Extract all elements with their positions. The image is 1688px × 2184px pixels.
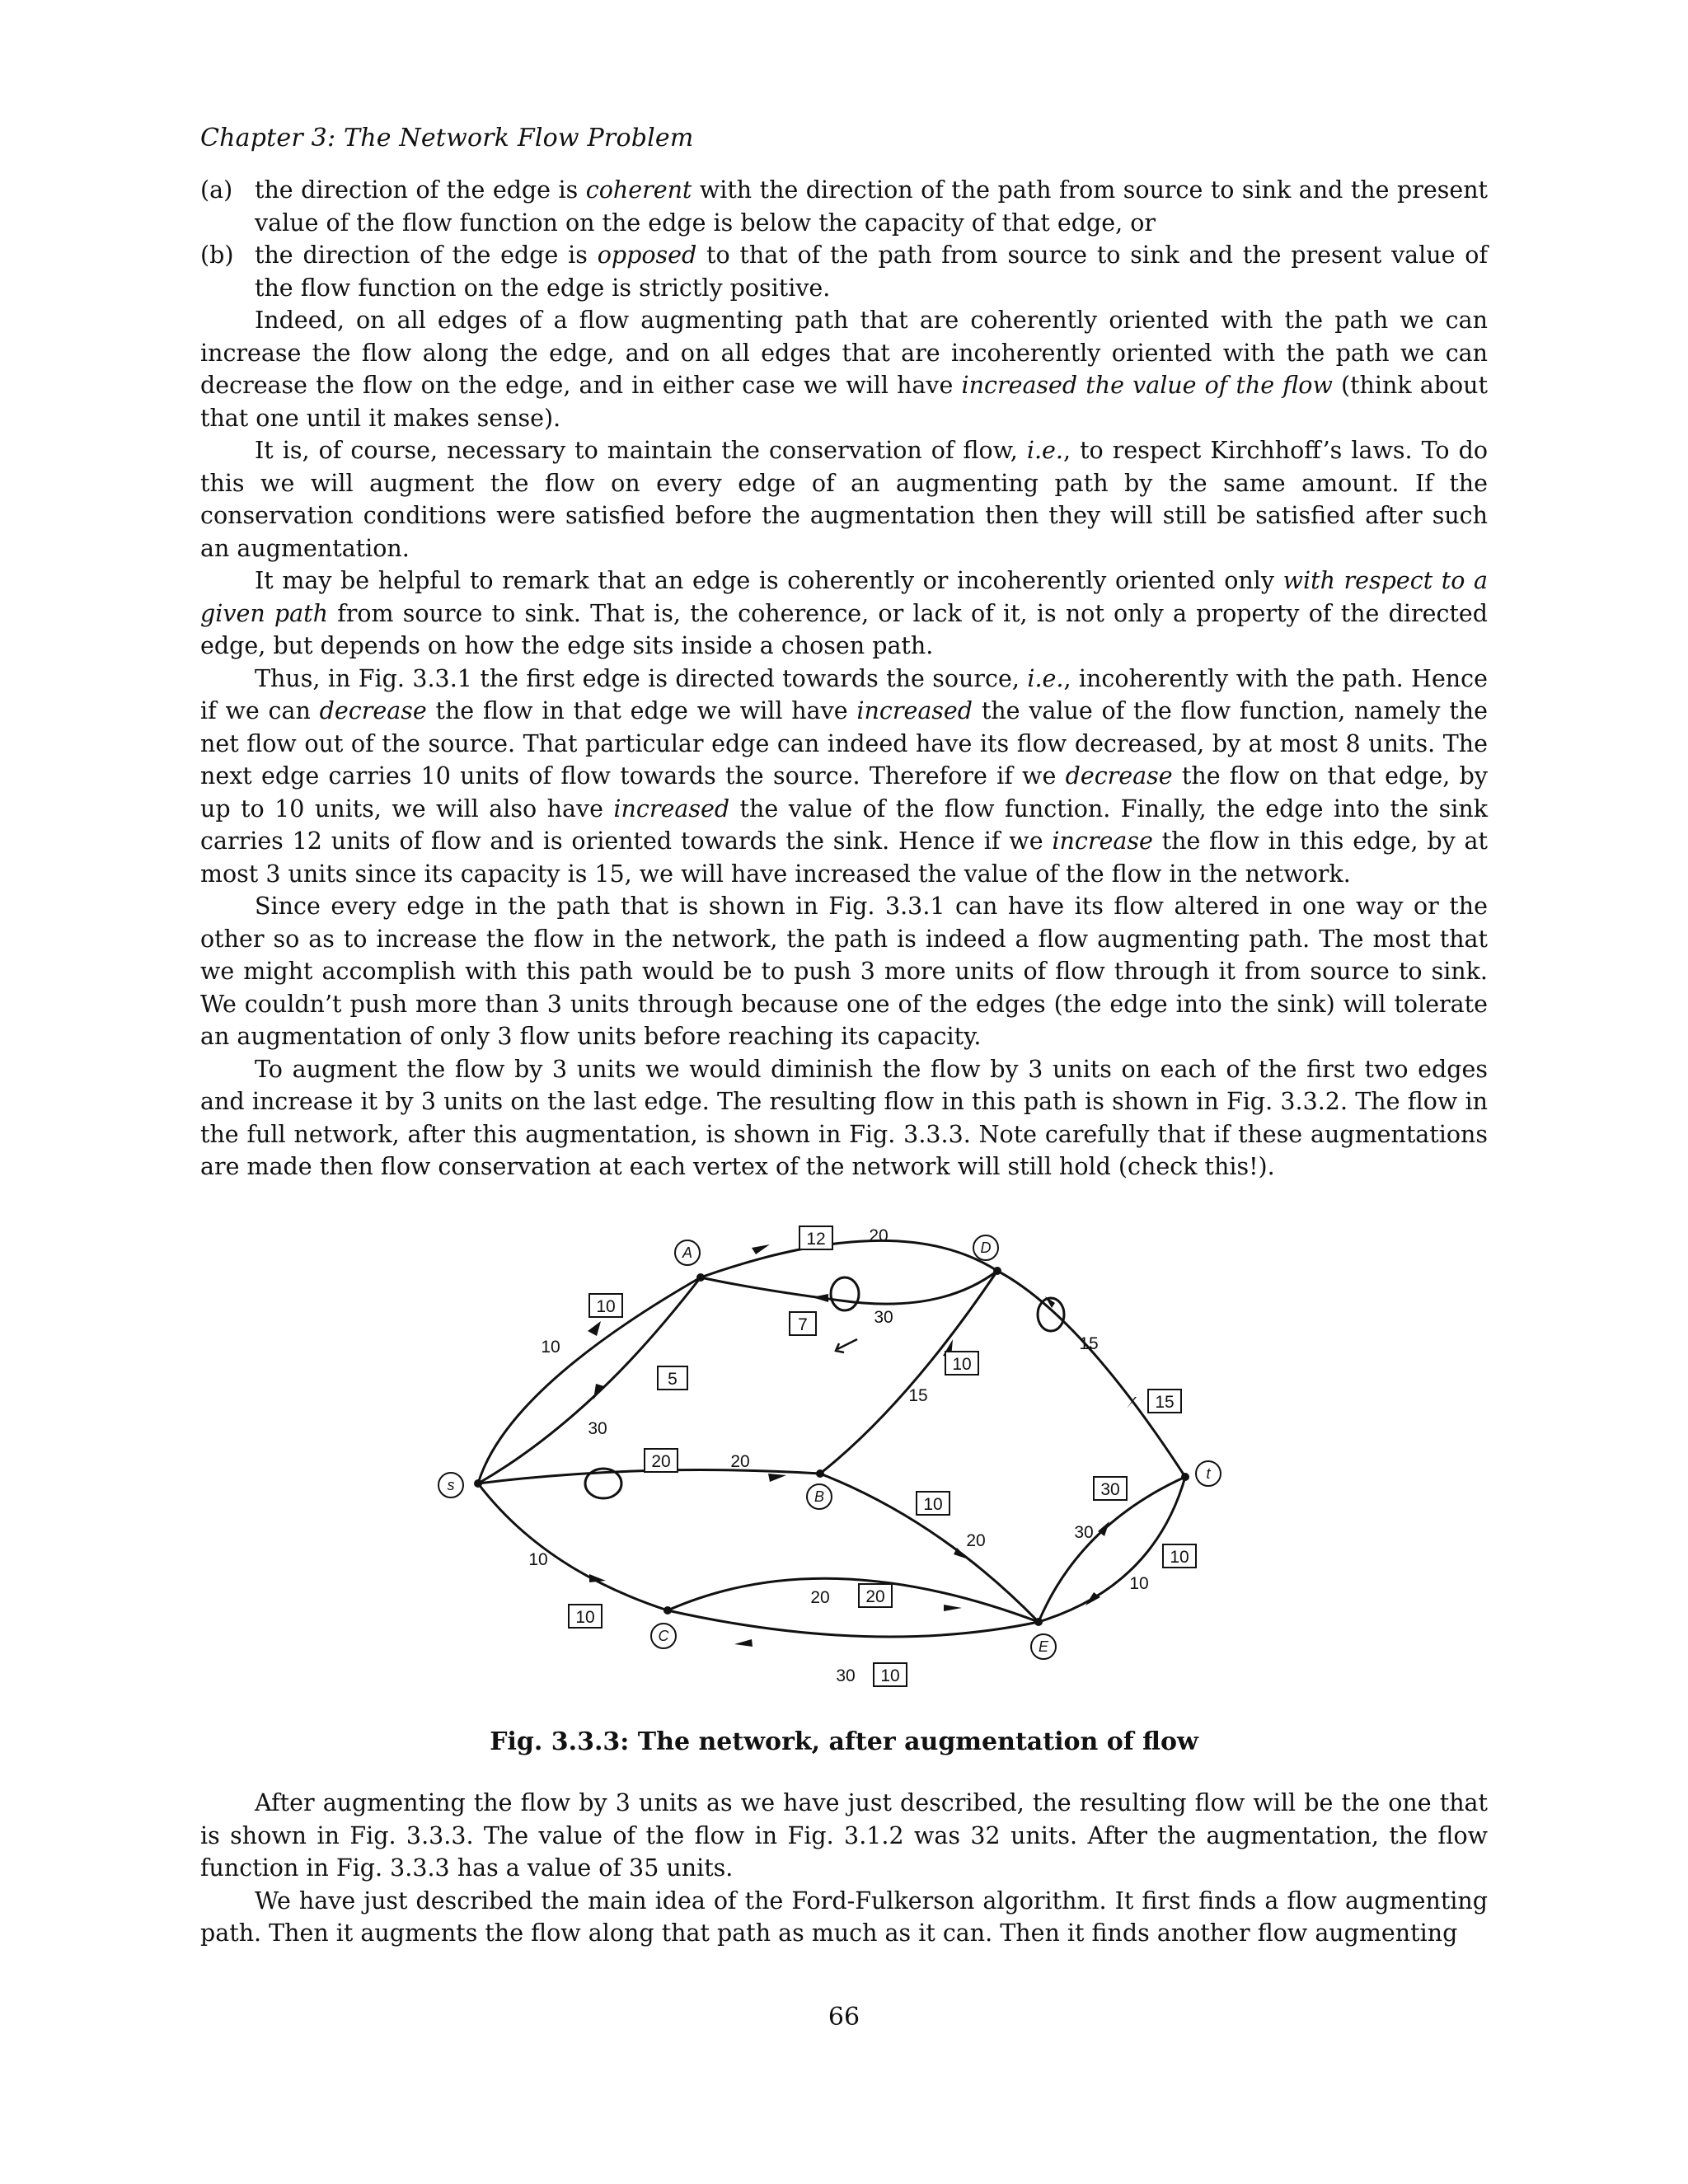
flow-A-s: 5 [668,1370,678,1389]
arrowhead [752,1244,770,1254]
network-diagram [429,1212,1269,1722]
list-item-text: the direction of the edge is opposed to that of the path from source to sink and the present value of the flow function on the edge is strictly positive. [255,241,1489,302]
paragraph: It may be helpful to remark that an edge is coherently or incoherently oriented only with respect to a given path from source to sink. That is, the coherence, or lack of it, is not only a property of the directed edge, but depends on how the edge sits inside a chosen path. [200,567,1488,659]
capacity-E-t: 30 [1074,1523,1094,1542]
node-B-label: B [814,1488,825,1505]
paragraph: Thus, in Fig. 3.3.1 the first edge is directed towards the source, i.e., incoherently with the path. Hence if we can decrease the flow in that edge we will have increased the value of the flow function, namely the net flow out of the source. That particular edge can indeed have its flow decreased, by at most 8 units. The next edge carries 10 units of flow towards the source. Therefore if we decrease the flow on that edge, by up to 10 units, we will also have increased the value of the flow function. Finally, the edge into the sink carries 12 units of flow and is oriented towards the sink. Hence if we increase the flow in this edge, by at most 3 units since its capacity is 15, we will have increased the value of the flow in the network. [200,664,1488,888]
capacity-A-D-upper: 20 [869,1226,889,1245]
flow-E-C: 10 [880,1666,900,1685]
arrowhead [588,1321,601,1336]
node-s-label: s [447,1477,455,1493]
node-B-dot [816,1469,824,1478]
edge-C-E [668,1578,1039,1622]
node-t-dot [1181,1473,1189,1481]
node-A-dot [696,1273,705,1282]
edge-D-A-lower [701,1271,997,1304]
paragraph: We have just described the main idea of the Ford-Fulkerson algorithm. It first finds a flow augmenting path. Then it augments the flow along that path as much as it can. Then it finds another flow augmenting [200,1886,1488,1947]
hand-arrow [836,1339,857,1352]
annotation-circle [831,1277,859,1310]
list-item-label: (b) [200,241,234,269]
page-number: 66 [828,2003,860,2032]
running-header: Chapter 3: The Network Flow Problem [200,124,694,152]
body-text-after-figure [200,1787,1488,1950]
node-C-label: C [658,1628,669,1644]
node-C-dot [663,1606,672,1615]
page-content [200,124,1488,1183]
capacity-B-D: 15 [908,1386,928,1405]
list-item-label: (a) [200,176,233,204]
arrowhead [734,1639,753,1647]
capacity-D-A-lower: 30 [874,1308,893,1327]
list-item [200,174,1488,239]
arrowhead [944,1605,962,1611]
capacity-t-E: 10 [1129,1574,1149,1593]
flow-t-E: 10 [1170,1548,1189,1567]
node-s-dot [474,1479,482,1488]
flow-E-t: 30 [1100,1480,1120,1499]
paragraph: Indeed, on all edges of a flow augmenting path that are coherently oriented with the path we can increase the flow along the edge, and on all edges that are incoherently oriented with the path we can decrease the flow on the edge, and in either case we will have increased the value of the flow (think about that one until it makes sense). [200,307,1488,432]
capacity-B-E: 20 [966,1531,986,1550]
capacity-C-E: 20 [810,1588,830,1607]
capacity-D-t: 15 [1079,1334,1099,1353]
node-E-label: E [1038,1638,1049,1655]
list-item [200,239,1488,304]
edge-D-t [997,1271,1185,1477]
edge-s-C [478,1483,668,1610]
node-t-label: t [1206,1465,1211,1482]
capacity-A-s: 30 [588,1419,607,1438]
flow-B-D: 10 [952,1355,972,1374]
edge-A-D-upper [701,1240,997,1277]
flow-B-E: 10 [923,1495,943,1514]
flow-D-A-lower: 7 [798,1315,808,1334]
paragraph: It is, of course, necessary to maintain the conservation of flow, i.e., to respect Kirchhoff’s laws. To do this we will augment the flow on every edge of an augmenting path by the same amount. If the conservation conditions were satisfied before the augmentation then they will still be satisfied after such an augmentation. [200,437,1489,562]
paragraph: After augmenting the flow by 3 units as we have just described, the resulting flow will be the one that is shown in Fig. 3.3.3. The value of the flow in Fig. 3.1.2 was 32 units. After the augmentation, the flow function in Fig. 3.3.3 has a value of 35 units. [200,1789,1488,1882]
list-item-text: the direction of the edge is coherent with the direction of the path from source to sink and the present value of the flow function on the edge is below the capacity of that edge, or [255,176,1489,237]
flow-s-A: 10 [596,1297,616,1316]
figure-caption: Fig. 3.3.3: The network, after augmentation of flow [490,1727,1198,1756]
flow-D-t: 15 [1155,1393,1175,1412]
node-D-label: D [980,1240,992,1256]
arrowhead [589,1574,606,1582]
flow-s-B: 20 [651,1452,671,1471]
capacity-s-B: 20 [730,1452,750,1471]
arrowhead [768,1474,786,1482]
capacity-E-C: 30 [836,1666,856,1685]
paragraph: Since every edge in the path that is shown in Fig. 3.3.1 can have its flow altered in one way or the other so as to increase the flow in the network, the path is indeed a flow augmenting path. The most that we might accomplish with this path would be to push 3 more units of flow through it from source to sink. We couldn’t push more than 3 units through because one of the edges (the edge into the sink) will tolerate an augmentation of only 3 flow units before reaching its capacity. [200,893,1488,1050]
capacity-s-C: 10 [528,1550,548,1569]
body-text [200,174,1488,1183]
paragraph: To augment the flow by 3 units we would diminish the flow by 3 units on each of the first two edges and increase it by 3 units on the last edge. The resulting flow in this path is shown in Fig. 3.3.2. The flow in the full network, after this augmentation, is shown in Fig. 3.3.3. Note carefully that if these augmentations are made then flow conservation at each vertex of the network will still hold (check this!). [200,1055,1488,1180]
edge-E-C [668,1610,1039,1637]
arrowhead [593,1384,604,1399]
network-figure [429,1212,1269,1722]
flow-A-D-upper: 12 [806,1230,826,1249]
node-E-dot [1034,1618,1043,1626]
node-D-dot [993,1267,1001,1275]
flow-C-E: 20 [865,1587,885,1606]
node-A-label: A [682,1244,693,1261]
flow-s-C: 10 [575,1608,595,1627]
capacity-s-A: 10 [541,1338,560,1357]
